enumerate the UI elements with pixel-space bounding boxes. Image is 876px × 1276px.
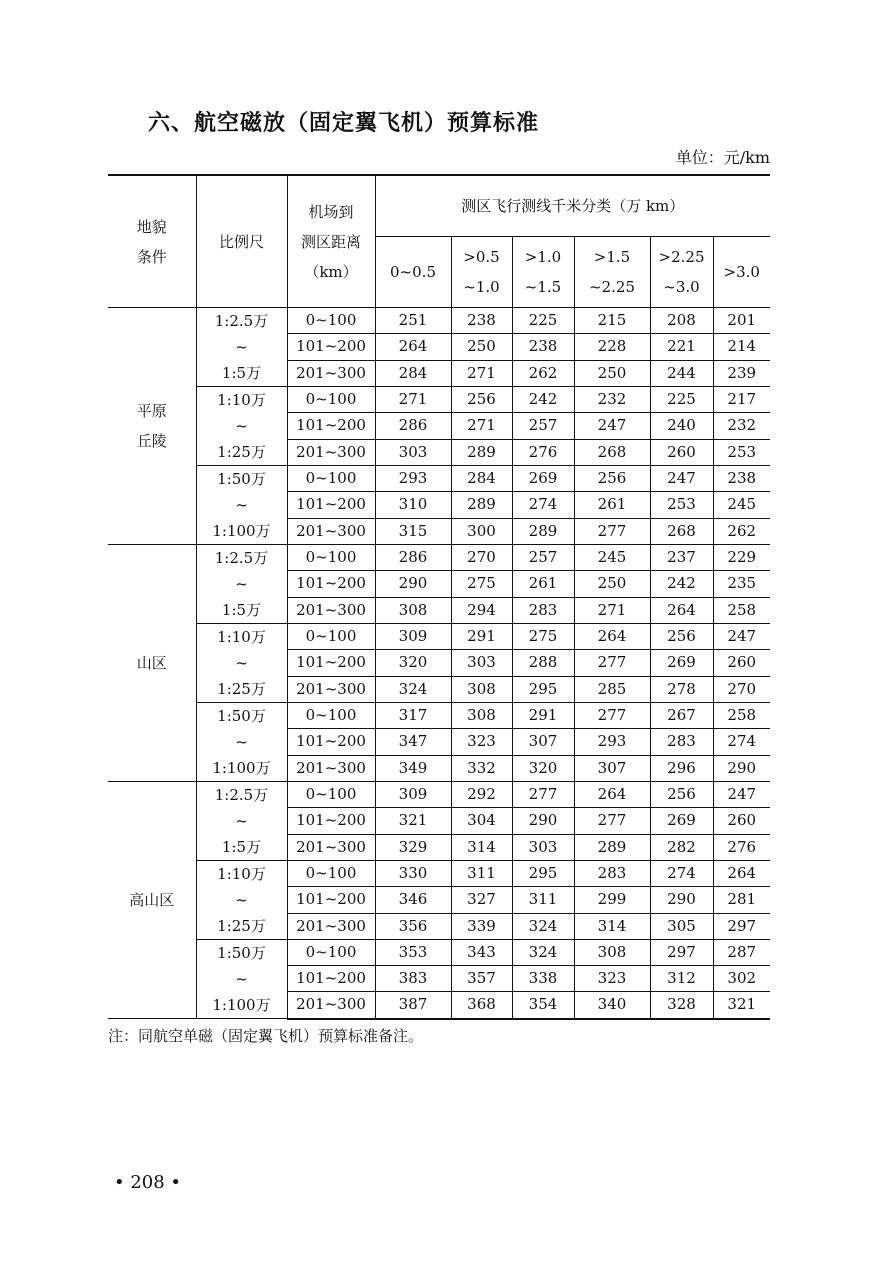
value-cell: 289 [451,492,512,518]
distance-cell: 0~100 [287,940,375,966]
scale-line: 1:5万 [221,364,262,382]
value-cell: 310 [375,492,451,518]
terrain-cell [108,308,196,545]
distance-cell: 101~200 [287,729,375,755]
scale-line: 1:2.5万 [214,786,269,804]
distance-cell: 201~300 [287,913,375,939]
terrain-line: 山区 [136,654,167,672]
unit-label: 单位：元/km [675,148,770,167]
value-cell: 291 [451,624,512,650]
scale-line: ~ [235,654,248,672]
value-cell: 308 [574,940,650,966]
header-range [512,237,574,308]
value-cell: 320 [375,650,451,676]
scale-line: 1:25万 [217,443,266,461]
table-block [108,174,770,1046]
table-row [108,387,770,413]
header-range-line: ~1.0 [463,278,500,296]
header-distance-line: 机场到 [308,202,354,221]
scale-line: ~ [235,733,248,751]
distance-cell: 101~200 [287,492,375,518]
value-cell: 387 [375,992,451,1019]
scale-line: ~ [235,496,248,514]
value-cell: 264 [375,334,451,360]
distance-cell: 101~200 [287,571,375,597]
value-cell: 260 [650,439,713,465]
value-cell: 307 [574,755,650,781]
header-range-line: >0.5 [463,248,500,266]
value-cell: 262 [512,360,574,386]
value-cell: 250 [574,360,650,386]
value-cell: 302 [713,966,770,992]
scale-line: 1:25万 [217,680,266,698]
value-cell: 295 [512,861,574,887]
scale-cell [196,624,287,703]
value-cell: 276 [713,834,770,860]
value-cell: 321 [713,992,770,1019]
header-terrain-line: 地貌 [136,217,167,236]
scale-line: 1:100万 [212,996,271,1014]
header-range [375,237,451,308]
value-cell: 261 [512,571,574,597]
value-cell: 347 [375,729,451,755]
value-cell: 340 [574,992,650,1019]
table-row [108,782,770,808]
value-cell: 274 [650,861,713,887]
value-cell: 339 [451,913,512,939]
scale-line: ~ [235,417,248,435]
value-cell: 330 [375,861,451,887]
value-cell: 307 [512,729,574,755]
value-cell: 267 [650,703,713,729]
distance-cell: 201~300 [287,360,375,386]
value-cell: 276 [512,439,574,465]
value-cell: 277 [574,808,650,834]
value-cell: 208 [650,308,713,334]
value-cell: 320 [512,755,574,781]
terrain-line: 高山区 [129,891,175,909]
distance-cell: 0~100 [287,703,375,729]
distance-cell: 101~200 [287,966,375,992]
distance-cell: 201~300 [287,992,375,1019]
value-cell: 283 [650,729,713,755]
value-cell: 323 [574,966,650,992]
table-row [108,861,770,887]
value-cell: 238 [512,334,574,360]
value-cell: 245 [713,492,770,518]
scale-cell [196,387,287,466]
scale-cell [196,940,287,1019]
distance-cell: 101~200 [287,808,375,834]
value-cell: 277 [574,650,650,676]
terrain-line: 平原 [136,402,167,420]
value-cell: 284 [375,360,451,386]
scale-cell [196,545,287,624]
value-cell: 305 [650,913,713,939]
value-cell: 293 [375,466,451,492]
header-distance-line: 测区距离 [300,232,361,251]
value-cell: 312 [650,966,713,992]
distance-cell: 0~100 [287,782,375,808]
value-cell: 287 [713,940,770,966]
distance-cell: 0~100 [287,387,375,413]
page-number: • 208 • [114,1172,182,1193]
header-terrain-line: 条件 [136,247,167,266]
value-cell: 271 [574,597,650,623]
value-cell: 309 [375,624,451,650]
table-row [108,545,770,571]
scale-line: ~ [235,970,248,988]
value-cell: 268 [574,439,650,465]
header-range-line: 0~0.5 [390,263,436,281]
distance-cell: 101~200 [287,334,375,360]
value-cell: 290 [713,755,770,781]
value-cell: 290 [512,808,574,834]
scale-line: 1:5万 [221,601,262,619]
value-cell: 300 [451,518,512,544]
value-cell: 264 [574,782,650,808]
value-cell: 295 [512,676,574,702]
value-cell: 269 [650,808,713,834]
value-cell: 303 [451,650,512,676]
value-cell: 311 [512,887,574,913]
value-cell: 314 [451,834,512,860]
value-cell: 354 [512,992,574,1019]
value-cell: 271 [451,413,512,439]
distance-cell: 201~300 [287,518,375,544]
header-range [650,237,713,308]
value-cell: 268 [650,518,713,544]
value-cell: 257 [512,413,574,439]
value-cell: 269 [650,650,713,676]
section-title: 六、航空磁放（固定翼飞机）预算标准 [148,111,540,136]
value-cell: 314 [574,913,650,939]
distance-cell: 201~300 [287,597,375,623]
value-cell: 235 [713,571,770,597]
value-cell: 270 [451,545,512,571]
value-cell: 304 [451,808,512,834]
distance-cell: 0~100 [287,466,375,492]
value-cell: 225 [650,387,713,413]
value-cell: 324 [512,940,574,966]
value-cell: 284 [451,466,512,492]
header-range-line: >2.25 [658,248,705,266]
header-range-line: ~2.25 [589,278,635,296]
table-row [108,466,770,492]
distance-cell: 201~300 [287,755,375,781]
value-cell: 283 [512,597,574,623]
header-scale: 比例尺 [196,175,287,308]
budget-table [108,174,770,1020]
value-cell: 264 [650,597,713,623]
value-cell: 264 [713,861,770,887]
distance-cell: 201~300 [287,439,375,465]
scale-line: ~ [235,812,248,830]
value-cell: 315 [375,518,451,544]
value-cell: 332 [451,755,512,781]
value-cell: 260 [713,650,770,676]
value-cell: 256 [451,387,512,413]
value-cell: 261 [574,492,650,518]
value-cell: 215 [574,308,650,334]
value-cell: 275 [451,571,512,597]
header-range-line: ~1.5 [524,278,562,296]
distance-cell: 101~200 [287,413,375,439]
value-cell: 242 [650,571,713,597]
value-cell: 277 [512,782,574,808]
scale-cell [196,308,287,387]
value-cell: 288 [512,650,574,676]
value-cell: 324 [512,913,574,939]
value-cell: 293 [574,729,650,755]
value-cell: 239 [713,360,770,386]
value-cell: 250 [574,571,650,597]
scale-line: 1:10万 [217,628,266,646]
value-cell: 328 [650,992,713,1019]
value-cell: 289 [574,834,650,860]
value-cell: 290 [650,887,713,913]
distance-cell: 101~200 [287,887,375,913]
value-cell: 285 [574,676,650,702]
scale-line: 1:2.5万 [214,549,269,567]
scale-line: 1:100万 [212,759,271,777]
value-cell: 294 [451,597,512,623]
value-cell: 247 [713,624,770,650]
value-cell: 290 [375,571,451,597]
value-cell: 338 [512,966,574,992]
value-cell: 256 [574,466,650,492]
value-cell: 270 [713,676,770,702]
value-cell: 356 [375,913,451,939]
value-cell: 283 [574,861,650,887]
value-cell: 229 [713,545,770,571]
value-cell: 346 [375,887,451,913]
header-range-line: >1.0 [524,248,562,266]
value-cell: 269 [512,466,574,492]
scale-line: 1:5万 [221,838,262,856]
value-cell: 292 [451,782,512,808]
value-cell: 291 [512,703,574,729]
value-cell: 353 [375,940,451,966]
scale-line: ~ [235,575,248,593]
value-cell: 274 [512,492,574,518]
value-cell: 247 [713,782,770,808]
value-cell: 357 [451,966,512,992]
scale-line: 1:100万 [212,522,271,540]
value-cell: 253 [650,492,713,518]
value-cell: 244 [650,360,713,386]
scale-line: 1:25万 [217,917,266,935]
value-cell: 242 [512,387,574,413]
value-cell: 383 [375,966,451,992]
value-cell: 237 [650,545,713,571]
value-cell: 323 [451,729,512,755]
terrain-cell [108,782,196,1019]
value-cell: 308 [451,703,512,729]
value-cell: 349 [375,755,451,781]
value-cell: 317 [375,703,451,729]
value-cell: 303 [375,439,451,465]
scale-line: 1:50万 [217,707,266,725]
value-cell: 368 [451,992,512,1019]
scale-line: 1:10万 [217,391,266,409]
value-cell: 289 [512,518,574,544]
value-cell: 282 [650,834,713,860]
value-cell: 329 [375,834,451,860]
value-cell: 281 [713,887,770,913]
scale-line: ~ [235,338,248,356]
value-cell: 238 [713,466,770,492]
scale-line: 1:10万 [217,865,266,883]
value-cell: 297 [713,913,770,939]
value-cell: 247 [574,413,650,439]
scale-cell [196,466,287,545]
header-category: 测区飞行测线千米分类（万 km） [375,175,770,237]
terrain-cell [108,545,196,782]
value-cell: 343 [451,940,512,966]
value-cell: 221 [650,334,713,360]
value-cell: 240 [650,413,713,439]
value-cell: 296 [650,755,713,781]
table-row [108,308,770,334]
value-cell: 251 [375,308,451,334]
distance-cell: 101~200 [287,650,375,676]
value-cell: 286 [375,545,451,571]
terrain-line: 丘陵 [136,432,167,450]
value-cell: 253 [713,439,770,465]
value-cell: 271 [451,360,512,386]
value-cell: 278 [650,676,713,702]
value-cell: 297 [650,940,713,966]
table-row [108,703,770,729]
header-range-line: >1.5 [593,248,631,266]
value-cell: 245 [574,545,650,571]
scale-cell [196,782,287,861]
distance-cell: 0~100 [287,861,375,887]
value-cell: 286 [375,413,451,439]
scale-line: 1:50万 [217,944,266,962]
value-cell: 258 [713,597,770,623]
value-cell: 232 [713,413,770,439]
distance-cell: 201~300 [287,676,375,702]
scale-cell [196,703,287,782]
value-cell: 260 [713,808,770,834]
distance-cell: 0~100 [287,545,375,571]
header-range-line: ~3.0 [663,278,700,296]
value-cell: 275 [512,624,574,650]
value-cell: 256 [650,624,713,650]
value-cell: 225 [512,308,574,334]
footnote: 注：同航空单磁（固定翼飞机）预算标准备注。 [108,1026,424,1045]
value-cell: 217 [713,387,770,413]
scale-line: ~ [235,891,248,909]
value-cell: 277 [574,518,650,544]
value-cell: 238 [451,308,512,334]
value-cell: 289 [451,439,512,465]
value-cell: 274 [713,729,770,755]
value-cell: 271 [375,387,451,413]
scale-line: 1:2.5万 [214,312,269,330]
header-range [713,237,770,308]
value-cell: 311 [451,861,512,887]
value-cell: 303 [512,834,574,860]
table-row [108,940,770,966]
scale-cell [196,861,287,940]
header-range-line: >3.0 [723,263,760,281]
value-cell: 299 [574,887,650,913]
value-cell: 258 [713,703,770,729]
value-cell: 201 [713,308,770,334]
header-range [574,237,650,308]
header-range [451,237,512,308]
header-terrain [108,175,196,308]
value-cell: 232 [574,387,650,413]
distance-cell: 0~100 [287,308,375,334]
header-distance [287,175,375,308]
value-cell: 324 [375,676,451,702]
value-cell: 309 [375,782,451,808]
value-cell: 214 [713,334,770,360]
value-cell: 277 [574,703,650,729]
value-cell: 262 [713,518,770,544]
value-cell: 308 [375,597,451,623]
value-cell: 257 [512,545,574,571]
header-distance-line: （km） [304,262,358,281]
value-cell: 264 [574,624,650,650]
scale-line: 1:50万 [217,470,266,488]
value-cell: 247 [650,466,713,492]
value-cell: 256 [650,782,713,808]
value-cell: 228 [574,334,650,360]
distance-cell: 201~300 [287,834,375,860]
distance-cell: 0~100 [287,624,375,650]
value-cell: 321 [375,808,451,834]
value-cell: 327 [451,887,512,913]
value-cell: 250 [451,334,512,360]
table-row [108,624,770,650]
value-cell: 308 [451,676,512,702]
